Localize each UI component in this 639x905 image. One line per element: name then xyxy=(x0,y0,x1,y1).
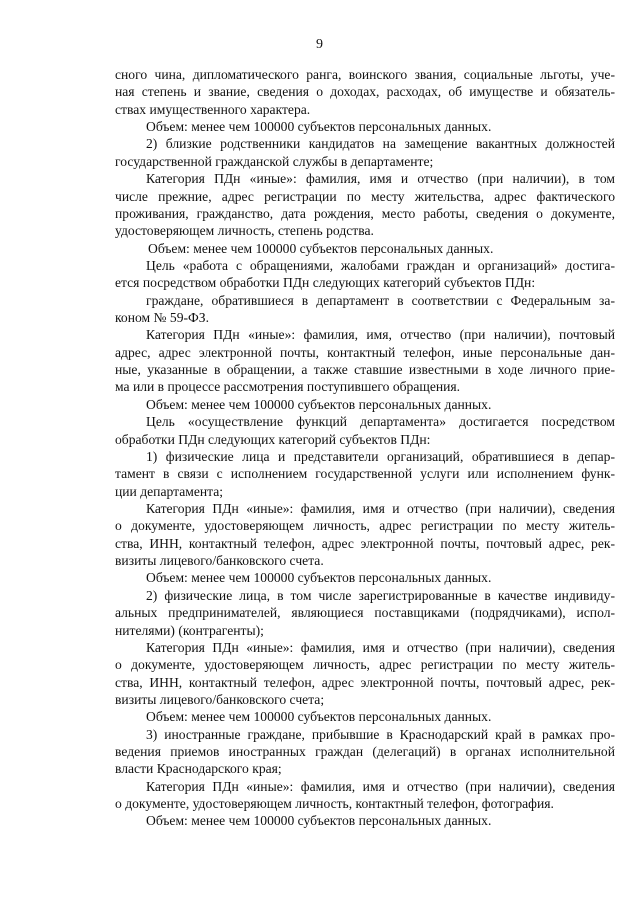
text-line: нителями) (контрагенты); xyxy=(115,622,264,638)
text-line: 3) иностранные граждане, прибывшие в Краснодарский край в рамках про- xyxy=(146,726,615,742)
text-line: Категория ПДн «иные»: фамилия, имя и отчество (при наличии), сведения xyxy=(146,500,615,516)
text-line: ные, указанные в обращении, а также ставшие известными в ходе личного прие- xyxy=(115,362,615,378)
text-line: граждане, обратившиеся в департамент в соответствии с Федеральным за- xyxy=(146,292,615,308)
text-line: 2) близкие родственники кандидатов на замещение вакантных должностей xyxy=(146,136,615,152)
text-line: ная степень и звание, сведения о доходах, расходах, об имуществе и обязатель- xyxy=(115,84,615,100)
text-line: Категория ПДн «иные»: фамилия, имя, отчество (при наличии), почтовый xyxy=(146,327,615,343)
text-line: о документе, удостоверяющем личность, контактный телефон, фотография. xyxy=(115,796,554,812)
text-line: Объем: менее чем 100000 субъектов персональных данных. xyxy=(148,240,494,256)
text-line: коном № 59-ФЗ. xyxy=(115,310,209,326)
text-line: сного чина, дипломатического ранга, воинского звания, социальные льготы, уче- xyxy=(115,67,615,82)
text-line: о документе, удостоверяющем личность, адрес регистрации по месту житель- xyxy=(115,657,615,673)
text-line: Цель «работа с обращениями, жалобами граждан и организаций» достига- xyxy=(146,257,615,273)
text-line: альных предпринимателей, являющиеся поставщиками (подрядчиками), испол- xyxy=(115,605,615,621)
text-line: ется посредством обработки ПДн следующих категорий субъектов ПДн: xyxy=(115,275,536,291)
text-line: проживания, гражданство, дата рождения, место работы, сведения о документе, xyxy=(115,205,615,221)
text-line: удостоверяющем личность, степень родства. xyxy=(115,223,374,239)
text-line: ства, ИНН, контактный телефон, адрес электронной почты, почтовый адрес, рек- xyxy=(115,535,615,551)
text-line: 1) физические лица и представители организаций, обратившиеся в депар- xyxy=(146,448,615,464)
text-line: ствах имущественного характера. xyxy=(115,101,311,117)
text-line: Объем: менее чем 100000 субъектов персональных данных. xyxy=(146,813,492,829)
text-line: 2) физические лица, в том числе зарегистрированные в качестве индивиду- xyxy=(146,587,615,603)
text-line: Категория ПДн «иные»: фамилия, имя и отчество (при наличии), сведения xyxy=(146,778,615,794)
page-number: 9 xyxy=(316,37,323,52)
text-line: Объем: менее чем 100000 субъектов персональных данных. xyxy=(146,396,492,412)
text-line: ведения приемов иностранных граждан (делегаций) в органах исполнительной xyxy=(115,744,615,760)
text-line: визиты лицевого/банковского счета; xyxy=(115,691,325,707)
text-line: числе прежние, адрес регистрации по месту жительства, адрес фактического xyxy=(115,188,615,204)
text-line: ства, ИНН, контактный телефон, адрес электронной почты, почтовый адрес, рек- xyxy=(115,674,615,690)
text-line: обработки ПДн следующих категорий субъектов ПДн: xyxy=(115,431,431,447)
text-line: Объем: менее чем 100000 субъектов персональных данных. xyxy=(146,570,492,586)
text-line: Категория ПДн «иные»: фамилия, имя и отчество (при наличии), в том xyxy=(146,171,615,187)
text-line: адрес, адрес электронной почты, контактный телефон, иные персональные дан- xyxy=(115,344,615,360)
text-line: Категория ПДн «иные»: фамилия, имя и отчество (при наличии), сведения xyxy=(146,639,615,655)
text-line: о документе, удостоверяющем личность, адрес регистрации по месту житель- xyxy=(115,518,615,534)
text-line: Объем: менее чем 100000 субъектов персональных данных. xyxy=(146,709,492,725)
text-line: государственной гражданской службы в департаменте; xyxy=(115,153,434,169)
text-line: ма или в процессе рассмотрения поступившего обращения. xyxy=(115,379,461,395)
text-line: ции департамента; xyxy=(115,483,224,499)
text-line: власти Краснодарского края; xyxy=(115,761,282,777)
text-line: Объем: менее чем 100000 субъектов персональных данных. xyxy=(146,119,492,135)
document-body xyxy=(115,66,615,830)
text-line: Цель «осуществление функций департамента» достигается посредством xyxy=(146,414,615,430)
text-line: визиты лицевого/банковского счета. xyxy=(115,553,324,569)
text-line: тамент в связи с исполнением государственной услуги или исполнением функ- xyxy=(115,466,615,482)
